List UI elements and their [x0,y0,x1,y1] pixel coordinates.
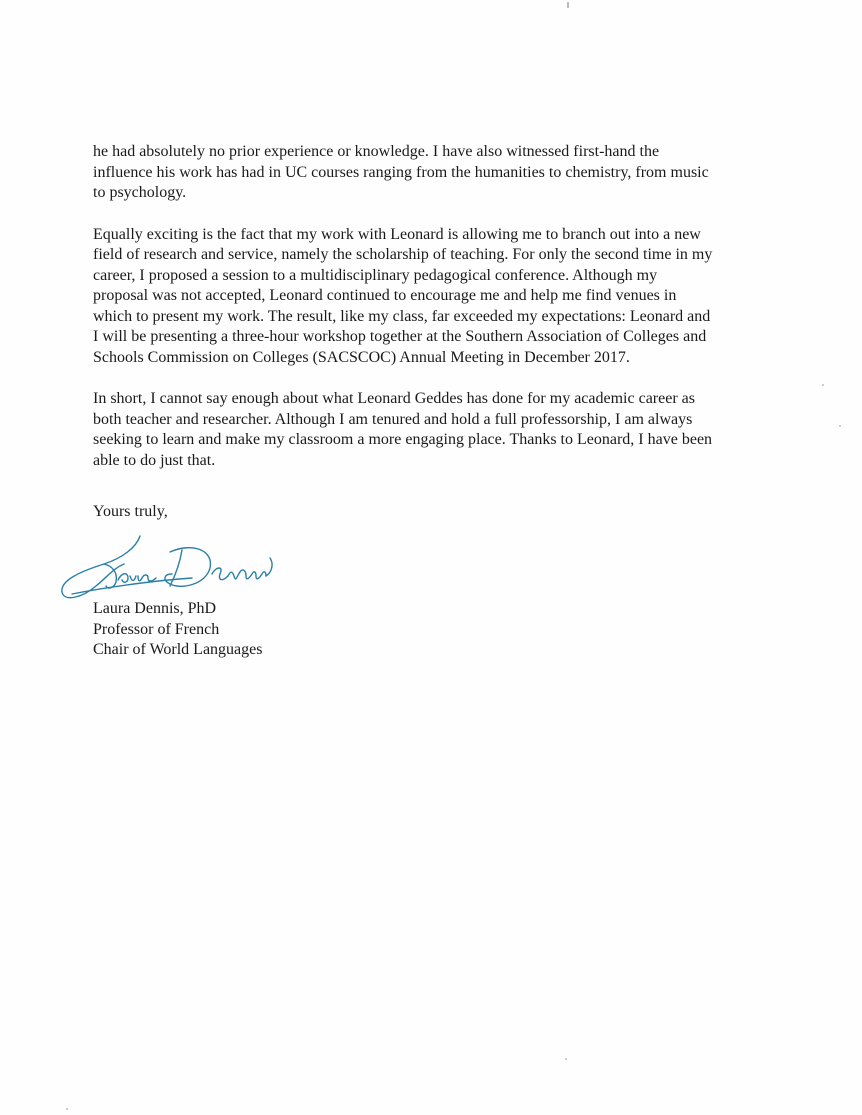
paragraph-2 [93,225,783,369]
scan-speck [66,1108,68,1110]
paragraph-line: both teacher and researcher. Although I am tenured and hold a full professorship, I am always [93,410,693,428]
paragraph-line: field of research and service, namely the scholarship of teaching. For only the second time in my [93,246,713,263]
paragraph-line: career, I proposed a session to a multidisciplinary pedagogical conference. Although my [93,266,658,284]
handwritten-signature [52,528,292,608]
letter-body [93,142,783,492]
signer-name: Laura Dennis, PhD [93,600,217,617]
paragraph-line: influence his work has had in UC courses ranging from the humanities to chemistry, from music [93,163,709,181]
paragraph-1 [93,142,783,204]
paragraph-3 [93,389,783,471]
scan-speck [565,1058,567,1060]
scan-speck [839,425,841,427]
scan-speck [567,2,569,8]
paragraph-line: In short, I cannot say enough about what Leonard Geddes has done for my academic career as [93,390,695,407]
paragraph-line: seeking to learn and make my classroom a more engaging place. Thanks to Leonard, I have been [93,431,713,448]
paragraph-line: able to do just that. [93,451,216,469]
paragraph-line: I will be presenting a three-hour workshop together at the Southern Association of Colleges and [93,328,707,345]
paragraph-line: he had absolutely no prior experience or knowledge. I have also witnessed first-hand the [93,143,660,160]
scan-speck [822,384,824,386]
paragraph-line: which to present my work. The result, like my class, far exceeded my expectations: Leonard and [93,307,711,325]
paragraph-line: Equally exciting is the fact that my work with Leonard is allowing me to branch out into a new [93,225,701,243]
signer-title: Professor of French [93,620,220,638]
closing-salutation: Yours truly, [93,503,168,520]
signer-department: Chair of World Languages [93,641,263,658]
paragraph-line: Schools Commission on Colleges (SACSCOC) Annual Meeting in December 2017. [93,348,630,366]
signature-block [93,599,262,661]
paragraph-line: to psychology. [93,184,187,201]
paragraph-line: proposal was not accepted, Leonard continued to encourage me and help me find venues in [93,287,677,304]
